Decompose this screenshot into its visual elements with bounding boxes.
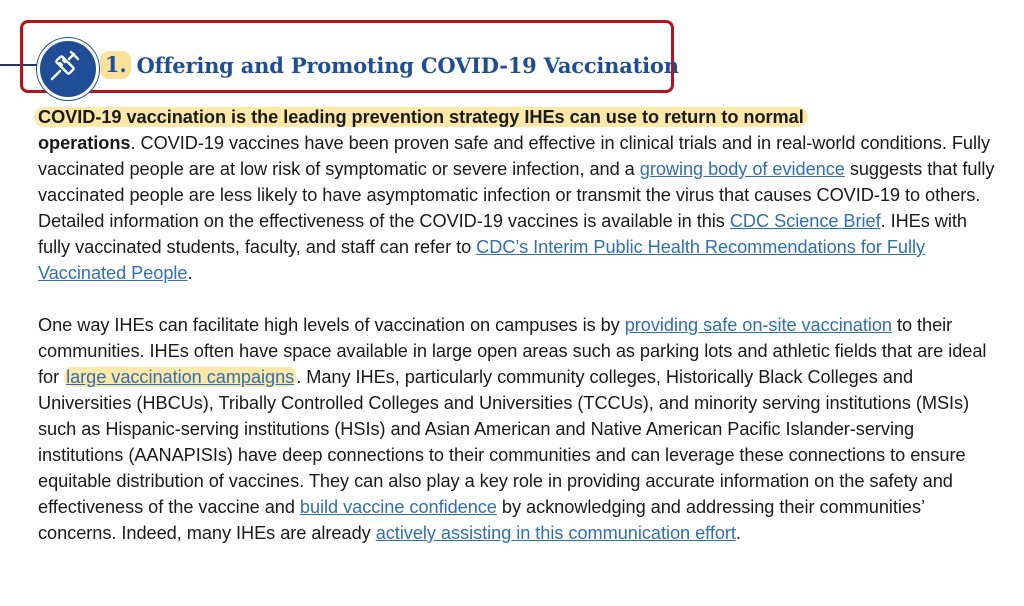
link-cdc-science-brief[interactable]: CDC Science Brief: [729, 211, 881, 231]
link-fully-vaccinated-recommendations[interactable]: CDC’s Interim Public Health Recommendations for Fully Vaccinated People: [38, 237, 926, 283]
text-run: to their communities. IHEs often have space available in large open areas such as parking lots and athletic fields that are ideal for: [38, 315, 987, 387]
link-growing-body-of-evidence[interactable]: growing body of evidence: [639, 159, 845, 179]
link-build-vaccine-confidence[interactable]: build vaccine confidence: [299, 497, 497, 517]
text-run: suggests that fully vaccinated people are less likely to have asymptomatic infection or transmit the virus that causes COVID-19 to others. Detailed information on the effectiveness of the COVID-19 vaccines is available in this: [38, 159, 995, 231]
link-on-site-vaccination[interactable]: providing safe on-site vaccination: [624, 315, 892, 335]
lead-sentence-tail: operations: [38, 133, 131, 153]
highlighted-lead-sentence: COVID-19 vaccination is the leading prevention strategy IHEs can use to return to normal: [34, 107, 808, 127]
syringe-icon: [37, 38, 99, 100]
text-run: One way IHEs can facilitate high levels of vaccination on campuses is by: [38, 315, 625, 335]
paragraph-2: [38, 312, 998, 546]
link-large-vaccination-campaigns[interactable]: large vaccination campaigns: [66, 367, 295, 387]
text-run: . Many IHEs, particularly community colleges, Historically Black Colleges and Universities (HBCUs), Tribally Controlled Colleges and Universities (TCCUs), and minority serving institutions (MSIs) such as Hispanic-serving institutions (HSIs) and Asian American and Native American Pacific Islander-serving institutions (AANAPISIs) have deep connections to their communities and can leverage these connections to ensure equitable distribution of vaccines. They can also play a key role in providing accurate information on the safety and effectiveness of the vaccine and: [38, 367, 970, 517]
text-run: .: [735, 523, 741, 543]
text-run: . IHEs with fully vaccinated students, faculty, and staff can refer to: [38, 211, 967, 257]
link-communication-effort[interactable]: actively assisting in this communication effort: [375, 523, 736, 543]
section-heading: [100, 49, 679, 81]
section-number: 1.: [100, 51, 131, 79]
paragraph-1: [38, 104, 998, 286]
text-run: .: [187, 263, 193, 283]
text-run: by acknowledging and addressing their communities’ concerns. Indeed, many IHEs are already: [38, 497, 925, 543]
body-text: [38, 104, 998, 546]
section-title: Offering and Promoting COVID-19 Vaccination: [136, 52, 679, 78]
text-run: . COVID-19 vaccines have been proven safe and effective in clinical trials and in real-world conditions. Fully vaccinated people are at low risk of symptomatic or severe infection, and a: [38, 133, 991, 179]
